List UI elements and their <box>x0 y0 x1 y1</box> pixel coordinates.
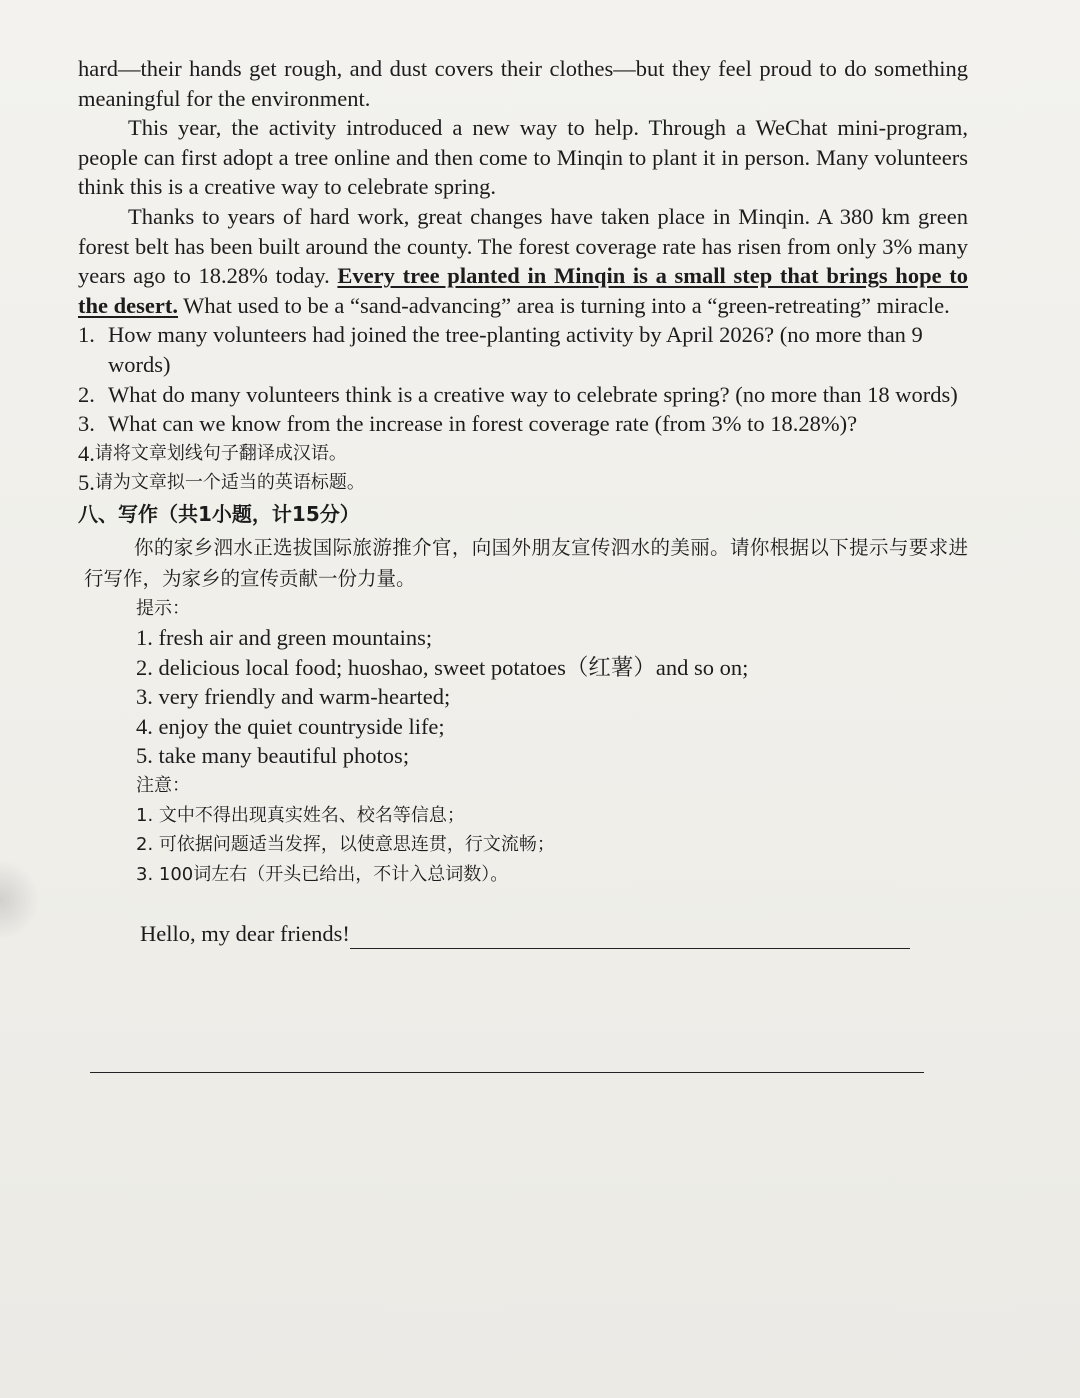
question-number: 1. <box>78 322 95 348</box>
question-3 <box>78 409 968 439</box>
answer-line[interactable] <box>90 1072 924 1073</box>
question-number: 5. <box>78 470 95 496</box>
paper-shadow <box>0 860 40 940</box>
question-text: 请将文章划线句子翻译成汉语。 <box>94 442 347 464</box>
question-4 <box>78 439 968 469</box>
hints-block <box>78 594 968 890</box>
hint-item: 3. very friendly and warm-hearted; <box>136 684 451 710</box>
opening-text: Hello, my dear friends! <box>140 921 350 947</box>
hint-item: 4. enjoy the quiet countryside life; <box>136 713 445 739</box>
question-1 <box>78 320 968 379</box>
question-5 <box>78 468 968 498</box>
question-number: 3. <box>78 411 95 437</box>
passage-paragraph-3-start: Thanks to years of hard work, great changes have taken place in Minqin. A 380 km green forest belt has been built around the county. The forest coverage rate has risen from only 3% many years ago to 18.28% today. <box>78 203 968 289</box>
notes-label: 注意： <box>136 775 190 797</box>
hint-item: 5. take many beautiful photos; <box>136 743 410 769</box>
underlined-sentence: Every tree planted in Minqin is a small step that brings hope to the desert. <box>78 263 968 318</box>
hint-item: 2. delicious local food; huoshao, sweet potatoes（红薯）and so on; <box>136 654 749 680</box>
passage-paragraph-1: hard—their hands get rough, and dust covers their clothes—but they feel proud to do something meaningful for the environment. <box>78 56 968 111</box>
question-2 <box>78 380 968 410</box>
hint-item: 1. fresh air and green mountains; <box>136 625 433 651</box>
question-text: 请为文章拟一个适当的英语标题。 <box>94 472 365 494</box>
answer-line[interactable] <box>350 928 910 949</box>
note-item: 1. 文中不得出现真实姓名、校名等信息； <box>136 804 465 826</box>
note-item: 2. 可依据问题适当发挥，以使意思连贯，行文流畅； <box>136 834 555 856</box>
question-number: 4. <box>78 440 95 466</box>
note-item: 3. 100词左右（开头已给出，不计入总词数）。 <box>136 863 509 885</box>
question-text: What do many volunteers think is a creative way to celebrate spring? (no more than 18 words) <box>108 381 958 407</box>
writing-prompt: 你的家乡泗水正选拔国际旅游推介官，向国外朋友宣传泗水的美丽。请你根据以下提示与要求进行写作，为家乡的宣传贡献一份力量。 <box>84 535 968 590</box>
question-text: How many volunteers had joined the tree-planting activity by April 2026? (no more than 9 words) <box>108 322 923 377</box>
passage-paragraph-2: This year, the activity introduced a new way to help. Through a WeChat mini-program, people can first adopt a tree online and then come to Minqin to plant it in person. Many volunteers think this is a creative way to celebrate spring. <box>78 115 968 200</box>
page-content <box>78 54 968 949</box>
question-number: 2. <box>78 381 95 407</box>
passage-paragraph-3-end: What used to be a “sand-advancing” area is turning into a “green-retreating” miracle. <box>177 292 950 318</box>
question-text: What can we know from the increase in forest coverage rate (from 3% to 18.28%)? <box>108 411 858 437</box>
opening-row <box>78 919 968 949</box>
writing-section-heading: 八、写作（共1小题，计15分） <box>78 501 360 526</box>
hints-label: 提示： <box>136 597 190 619</box>
passage-paragraph-3 <box>78 202 968 320</box>
